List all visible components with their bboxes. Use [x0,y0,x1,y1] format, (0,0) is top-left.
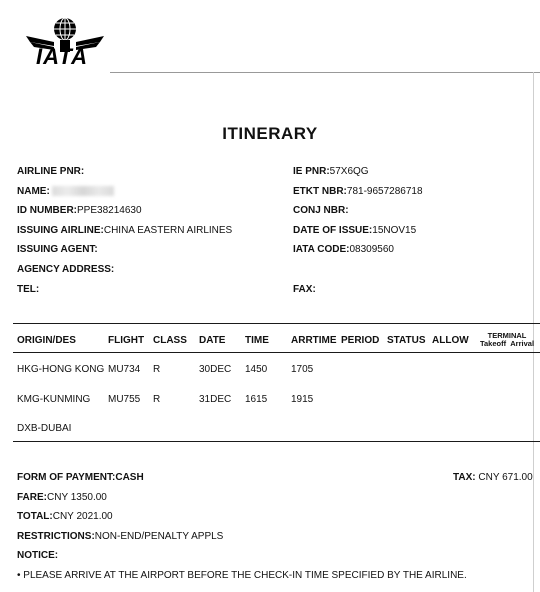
col-period: PERIOD [341,335,380,346]
restrictions-value: NON-END/PENALTY APPLS [94,531,224,542]
date-of-issue-row [293,225,416,236]
row2-class: R [153,394,161,405]
col-time: TIME [245,335,269,346]
table-top-rule [13,323,540,324]
row1-date: 30DEC [199,364,232,375]
table-bottom-rule [13,441,540,442]
ie-pnr-label: IE PNR: [293,166,330,177]
name-label: NAME: [17,186,50,197]
airline-pnr-row [17,166,84,177]
issuing-agent-row [17,244,98,255]
row1-origin: HKG-HONG KONG [17,364,105,375]
row2-date: 31DEC [199,394,232,405]
conj-nbr-row [293,205,349,216]
tax-value: CNY 671.00 [475,472,533,483]
row2-flight: MU755 [108,394,141,405]
form-of-payment [17,472,144,483]
date-of-issue-label: DATE OF ISSUE: [293,225,373,236]
name-row [17,186,114,197]
iata-code-row [293,244,394,255]
col-terminal [476,332,538,348]
fare [17,492,107,503]
row1-time: 1450 [245,364,268,375]
form-of-payment-label: FORM OF PAYMENT: [17,472,116,483]
fare-value: CNY 1350.00 [47,492,107,503]
tax-label: TAX: [453,472,476,483]
row1-arrtime: 1705 [291,364,314,375]
notice-label: NOTICE: [17,550,59,561]
terminal-sub [476,340,538,348]
row2-arrtime: 1915 [291,394,314,405]
etkt-nbr-value: 781-9657286718 [346,186,423,197]
tel-row [17,284,39,295]
etkt-nbr-label: ETKT NBR: [293,186,347,197]
col-origin: ORIGIN/DES [17,335,76,346]
issuing-airline-label: ISSUING AIRLINE: [17,225,104,236]
total [17,511,113,522]
logo-wordmark: IATA [36,44,89,69]
fare-label: FARE: [17,492,47,503]
agency-address-row [17,264,114,275]
restrictions-label: RESTRICTIONS: [17,531,95,542]
col-class: CLASS [153,335,187,346]
date-of-issue-value: 15NOV15 [372,225,417,236]
col-status: STATUS [387,335,426,346]
row1-class: R [153,364,161,375]
row3-origin: DXB-DUBAI [17,423,72,434]
ie-pnr-row [293,166,369,177]
airline-pnr-label: AIRLINE PNR: [17,166,85,177]
redacted-name [52,186,114,196]
terminal-label: TERMINAL [487,331,527,340]
table-header-rule [13,352,540,353]
issuing-airline-row [17,225,232,236]
header-divider [110,72,540,73]
col-allow: ALLOW [432,335,469,346]
agency-address-label: AGENCY ADDRESS: [17,264,115,275]
terminal-arrival: Arrival [510,339,535,348]
etkt-nbr-row [293,186,423,197]
ie-pnr-value: 57X6QG [329,166,369,177]
col-date: DATE [199,335,226,346]
issuing-agent-label: ISSUING AGENT: [17,244,98,255]
issuing-airline-value: CHINA EASTERN AIRLINES [103,225,233,236]
fax-row [293,284,316,295]
row1-flight: MU734 [108,364,141,375]
fax-label: FAX: [293,284,316,295]
iata-code-label: IATA CODE: [293,244,350,255]
id-number-row [17,205,142,216]
id-number-label: ID NUMBER: [17,205,77,216]
notice-text: • PLEASE ARRIVE AT THE AIRPORT BEFORE THE CHECK-IN TIME SPECIFIED BY THE AIRLINE. [17,570,467,581]
id-number-value: PPE38214630 [77,205,142,216]
terminal-takeoff: Takeoff [479,339,507,348]
row2-origin: KMG-KUNMING [17,394,91,405]
form-of-payment-value: CASH [115,472,144,483]
page-title: ITINERARY [222,124,318,143]
restrictions [17,531,223,542]
col-flight: FLIGHT [108,335,145,346]
tel-label: TEL: [17,284,40,295]
tax [453,472,533,483]
col-arrtime: ARRTIME [291,335,337,346]
total-value: CNY 2021.00 [52,511,113,522]
total-label: TOTAL: [17,511,53,522]
row2-time: 1615 [245,394,268,405]
conj-nbr-label: CONJ NBR: [293,205,349,216]
iata-code-value: 08309560 [349,244,394,255]
